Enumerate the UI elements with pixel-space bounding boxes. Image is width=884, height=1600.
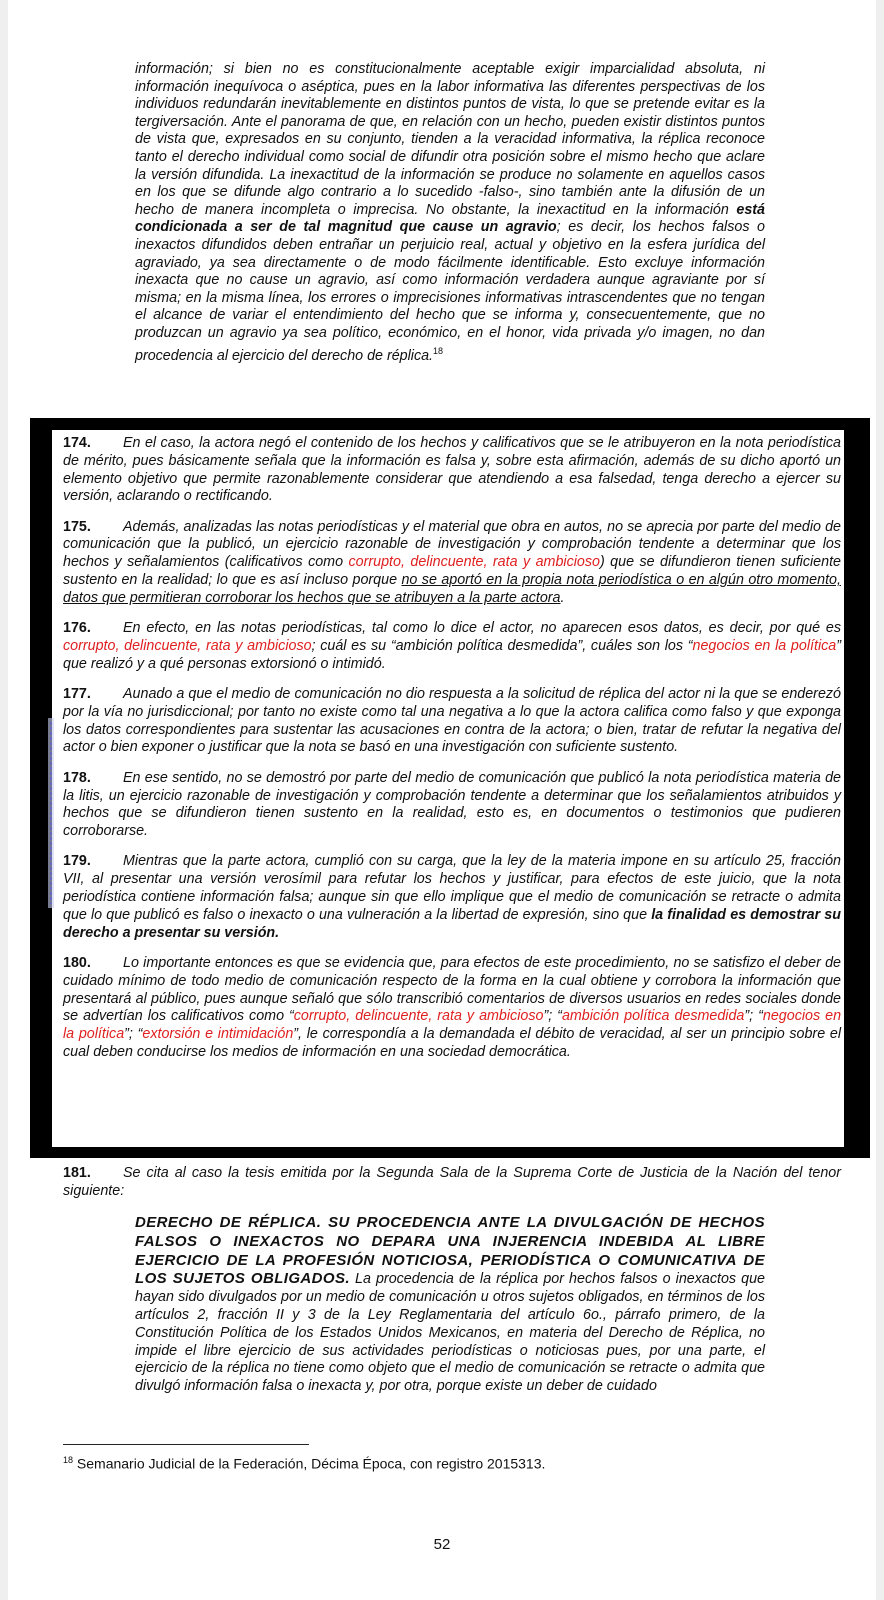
paragraph-178 <box>63 770 841 841</box>
paragraph-176 <box>63 620 841 673</box>
paragraph-text: ; cuál es su “ambición política desmedida”, cuáles son los “ <box>311 637 693 654</box>
document-page <box>8 0 876 1600</box>
underlined-text: no se aportó en la propia nota periodística o en algún otro momento, datos que permitieran corroborar los hechos que se atribuyen a la parte actora <box>63 572 841 606</box>
paragraph-179 <box>63 853 841 942</box>
footnote-divider <box>63 1444 309 1445</box>
paragraph-181 <box>63 1165 841 1201</box>
paragraph-text: Además, analizadas las notas periodísticas y el material que obra en autos, no se aprecia por parte del medio de comunicación que la publicó, un ejercicio razonable de investigación y comprobación tendente a determinar que los hechos y señalamientos (calificativos como <box>63 518 841 571</box>
paragraph-180 <box>63 955 841 1062</box>
thesis-body: La procedencia de la réplica por hechos falsos o inexactos que hayan sido divulgados por un medio de comunicación u otros sujetos obligados, en términos de los artículos 2, fracción II y 3 de la Ley Reglamentaria del artículo 6o., párrafo primero, de la Constitución Política de los Estados Unidos Mexicanos, en materia del Derecho de Réplica, no impide el libre ejercicio de sus actividades periodísticas o noticiosas pues, por una parte, el ejercicio de la réplica no tiene como objeto que el medio de comunicación se retracte o admita que divulgó información falsa o inexacta y, por otra, porque existe un deber de cuidado <box>135 1271 765 1395</box>
quote-text-2: ; es decir, los hechos falsos o inexactos difundidos deben entrañar un perjuicio real, actual y objetivo en la esfera jurídica del agraviado, ya sea directamente o de modo fácilmente identificable. Esto excluye información inexacta que no cause un agravio, así como información verdadera aunque agraviante por sí misma; en la misma línea, los errores o imprecisiones informativas intrascendentes que no tengan el alcance de variar el entendimiento del hecho que se informa y, consecuentemente, que no produzcan un agravio ya sea político, económico, en el honor, vida privada y/o imagen, no dan procedencia al ejercicio del derecho de réplica. <box>135 219 765 364</box>
paragraph-text: En el caso, la actora negó el contenido de los hechos y calificativos que se le atribuyeron en la nota periodística de mérito, pues básicamente señala que la información es falsa y, sobre esta afirmación, además de su dicho aportó un elemento objetivo que permite razonablemente considerar que atendiendo a esa falsedad, tenga derecho a ejercer su versión, aclarando o rectificando. <box>63 435 841 505</box>
red-highlight-text: corrupto, delincuente, rata y ambicioso <box>293 1008 544 1025</box>
paragraph-number: 174. <box>63 435 91 451</box>
paragraph-174 <box>63 435 841 506</box>
paragraph-number: 181. <box>63 1165 91 1181</box>
paragraph-text: ”, le correspondía a la demandada el débito de veracidad, al ser un principio sobre el cual deben conducirse los medios de información en una sociedad democrática. <box>63 1026 841 1060</box>
top-quote-paragraph <box>135 61 765 365</box>
numbered-paragraphs <box>63 435 841 1074</box>
paragraph-number: 176. <box>63 620 91 637</box>
paragraph-177 <box>63 686 841 757</box>
paragraph-175 <box>63 519 841 608</box>
paragraph-text: Aunado a que el medio de comunicación no dio respuesta a la solicitud de réplica del actor ni la que se enderezó por la vía no jurisdiccional; por tanto no existe como tal una negativa a lo que la actora califica como falso y que exponga los datos correspondientes para sustentar las acusaciones en contra de la actora; o bien, tratar de refutar la negativa del actor o bien exponer o justificar que la nota se basó en una investigación con suficiente sustento. <box>63 686 841 756</box>
paragraph-text: En ese sentido, no se demostró por parte del medio de comunicación que publicó la nota periodística materia de la litis, un ejercicio razonable de investigación y comprobación tendente a determinar que los señalamientos atribuidos y hechos que se difundieron tienen sustento en la realidad, esto es, en documentos o testimonios que pudieren corroborarse. <box>63 769 841 840</box>
footnote <box>63 1455 545 1472</box>
paragraph-text: En efecto, en las notas periodísticas, tal como lo dice el actor, no aparecen esos datos, es decir, por qué es <box>123 620 841 637</box>
bold-text: la finalidad es demostrar su derecho a presentar su versión. <box>63 906 841 941</box>
paragraph-text: Mientras que la parte actora, cumplió con su carga, que la ley de la materia impone en su artículo 25, fracción VII, al presentar una versión verosímil para refutar los hechos y justificar, para efectos de este juicio, que la nota periodística contiene información falsa; aunque sin que ello implique que el medio de comunicación se retracte o admita que lo que publicó es falso o inexacto o una vulneración a la libertad de expresión, sino que <box>63 853 841 923</box>
quote-bold-text: está condicionada a ser de tal magnitud que cause un agravio <box>135 201 765 236</box>
footnote-ref: 18 <box>433 345 444 356</box>
red-highlight-text: corrupto, delincuente, rata y ambicioso <box>63 637 312 654</box>
paragraph-text: Se cita al caso la tesis emitida por la Segunda Sala de la Suprema Corte de Justicia de la Nación del tenor siguiente: <box>63 1165 841 1199</box>
paragraph-text: ” que realizó y a qué personas extorsionó o intimidó. <box>63 637 841 672</box>
top-quote <box>135 61 765 365</box>
red-highlight-text: negocios en la política <box>692 637 837 654</box>
red-highlight-text: corrupto, delincuente, rata y ambicioso <box>348 554 600 571</box>
paragraph-number: 179. <box>63 853 91 870</box>
quote-text-1: información; si bien no es constitucionalmente aceptable exigir imparcialidad absoluta, ni información inequívoca o aséptica, pues en la labor informativa las diferentes perspectivas de los individuos redundarán inevitablemente en distintos puntos de vista, lo que se pretende evitar es la tergiversación. Ante el panorama de que, en relación con un hecho, pueden existir distintos puntos de vista que, expresados en su conjunto, tienden a la veracidad informativa, la réplica reconoce tanto el derecho individual como social de difundir otra posición sobre el mismo hecho que aclare la versión difundida. La inexactitud de la información se produce no solamente en aquellos casos en los que se difunde algo contrario a lo sucedido -falso-, sino también ante la difusión de un hecho de manera incompleta o imprecisa. No obstante, la inexactitud en la información <box>135 61 765 218</box>
digital-signature-stamp <box>46 718 56 908</box>
red-highlight-text: extorsión e intimidación <box>142 1026 294 1043</box>
thesis-quote <box>135 1214 765 1396</box>
paragraph-number: 178. <box>63 769 91 786</box>
footnote-text: Semanario Judicial de la Federación, Décima Época, con registro 2015313. <box>73 1455 546 1472</box>
paragraph-text: ”; “ <box>543 1008 562 1025</box>
red-highlight-text: negocios en la política <box>63 1008 842 1043</box>
paragraph-number: 180. <box>63 954 91 971</box>
paragraph-number: 175. <box>63 518 91 535</box>
paragraph-number: 177. <box>63 686 91 703</box>
paragraph-text: ) que se difundieron tienen suficiente sustento en la realidad; lo que es así incluso porque <box>63 554 842 589</box>
page-number: 52 <box>433 1536 451 1553</box>
paragraph-text: ”; “ <box>744 1008 763 1025</box>
thesis-title: DERECHO DE RÉPLICA. SU PROCEDENCIA ANTE LA DIVULGACIÓN DE HECHOS FALSOS O INEXACTOS NO DEPARA UNA INJERENCIA INDEBIDA AL LIBRE EJERCICIO DE LA PROFESIÓN NOTICIOSA, PERIODÍSTICA O COMUNICATIVA DE LOS SUJETOS OBLIGADOS. <box>135 1214 765 1288</box>
paragraph-text: ”; “ <box>124 1026 143 1043</box>
paragraph-text: Lo importante entonces es que se evidencia que, para efectos de este procedimiento, no se satisfizo el deber de cuidado mínimo de todo medio de comunicación respecto de la forma en la cual obtiene y corrobora la información que presentará al público, pues aunque señaló que sólo transcribió comentarios de diversos usuarios en redes sociales donde se advertían los calificativos como “ <box>63 954 841 1025</box>
paragraph-text: . <box>560 589 565 606</box>
footnote-number: 18 <box>63 1455 74 1465</box>
red-highlight-text: ambición política desmedida <box>561 1008 745 1025</box>
